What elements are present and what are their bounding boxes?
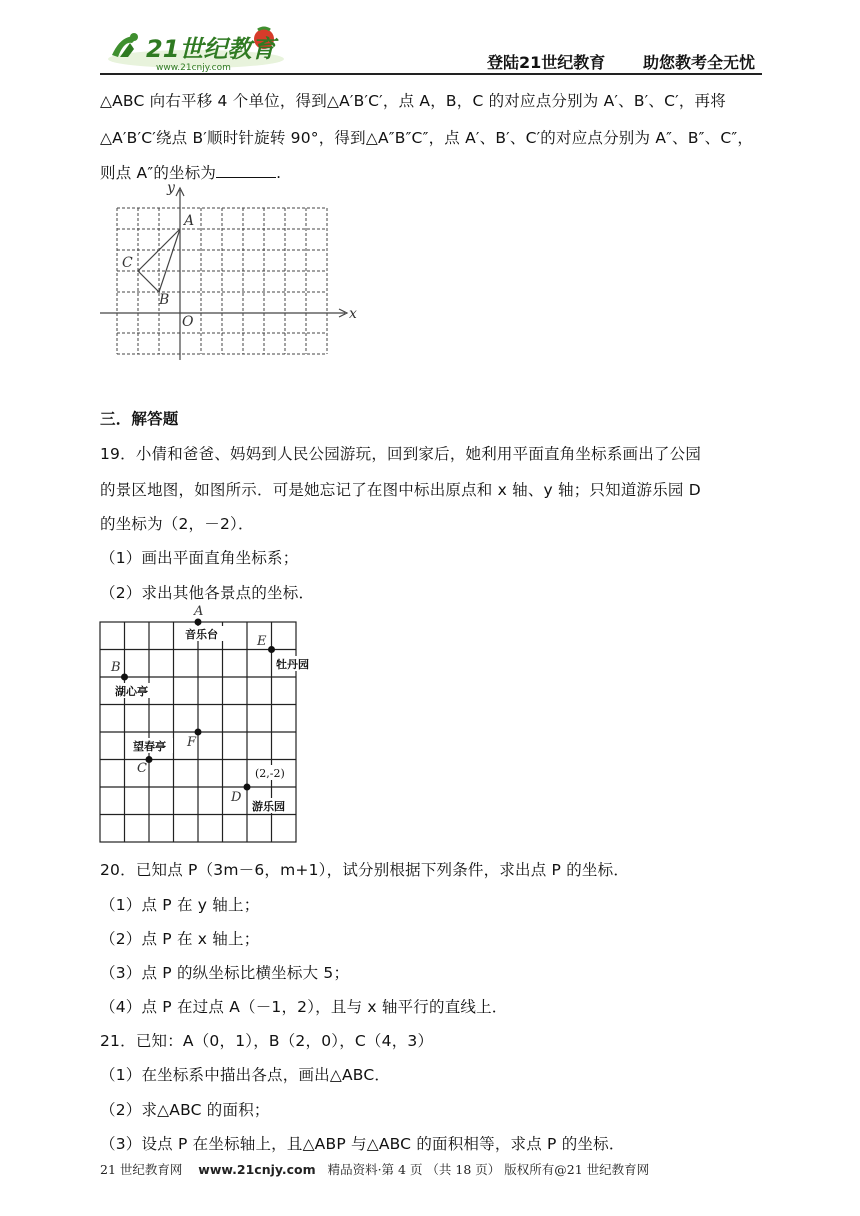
point-a-dot	[195, 619, 202, 626]
q18-line-1: △ABC 向右平移 4 个单位，得到△A′B′C′，点 A，B，C 的对应点分别为 A′、B′、C′，再将	[100, 92, 726, 110]
footer-site: 21 世纪教育网	[100, 1162, 183, 1177]
point-a-label: A	[184, 213, 195, 229]
map-label-d: D	[231, 790, 242, 805]
q21-part-1: （1）在坐标系中描出各点，画出△ABC．	[100, 1066, 391, 1084]
map-name-wangchunting: 望春亭	[133, 740, 166, 753]
q20-line-1: 20．已知点 P（3m－6，m+1），试分别根据下列条件，求出点 P 的坐标．	[100, 861, 630, 879]
map-label-b: B	[111, 660, 121, 675]
q19-part-2: （2）求出其他各景点的坐标．	[100, 584, 315, 602]
q21-part-2: （2）求△ABC 的面积；	[100, 1101, 270, 1119]
q18-line-3-text: 则点 A″的坐标为	[100, 164, 217, 182]
q18-line-2: △A′B′C′绕点 B′顺时针旋转 90°，得到△A″B″C″，点 A′、B′、C′的对应点分别为 A″、B″、C″，	[100, 129, 754, 147]
map-label-f: F	[187, 735, 197, 750]
map-name-huxinting: 湖心亭	[115, 685, 148, 698]
q21-line-1: 21．已知：A（0，1），B（2，0），C（4，3）	[100, 1032, 434, 1050]
x-axis-label: x	[349, 306, 357, 322]
map-label-a: A	[194, 604, 204, 619]
map-d-coordinate: (2,-2)	[255, 767, 285, 780]
q18-coordinate-figure	[95, 180, 365, 360]
site-logo[interactable]	[104, 25, 289, 75]
q21-part-3: （3）设点 P 在坐标轴上，且△ABP 与△ABC 的面积相等，求点 P 的坐标．	[100, 1135, 625, 1153]
section-title: 三．解答题	[100, 410, 179, 428]
logo-url: www.21cnjy.com	[156, 63, 231, 73]
point-b-label: B	[159, 292, 170, 308]
map-name-youleyuan: 游乐园	[252, 800, 285, 813]
header-slogan-right: 助您教考全无忧	[643, 53, 756, 72]
map-label-c: C	[137, 761, 147, 776]
header-rule	[100, 73, 762, 75]
footer-info: 精品资料·第 4 页 （共 18 页） 版权所有@21 世纪教育网	[327, 1162, 650, 1177]
q19-line-2: 的景区地图，如图所示．可是她忘记了在图中标出原点和 x 轴、y 轴；只知道游乐园 D	[100, 481, 701, 499]
q19-line-1: 19．小倩和爸爸、妈妈到人民公园游玩，回到家后，她利用平面直角坐标系画出了公园	[100, 445, 702, 463]
header-slogan-left: 登陆21世纪教育	[487, 53, 606, 72]
point-d-dot	[244, 784, 251, 791]
origin-label: O	[182, 314, 194, 330]
q18-line-3-end: .	[276, 164, 282, 182]
q20-part-3: （3）点 P 的纵坐标比横坐标大 5；	[100, 964, 350, 982]
map-name-yinyuetai: 音乐台	[185, 628, 218, 641]
point-b-dot	[121, 674, 128, 681]
logo-text: 21世纪教育	[146, 35, 276, 63]
q20-part-1: （1）点 P 在 y 轴上；	[100, 896, 260, 914]
map-label-e: E	[257, 634, 267, 649]
y-axis-label: y	[167, 180, 175, 196]
map-name-mudanyuan: 牡丹园	[276, 658, 309, 671]
point-c-label: C	[122, 255, 133, 271]
answer-blank[interactable]	[216, 163, 276, 178]
q20-part-4: （4）点 P 在过点 A（－1，2），且与 x 轴平行的直线上．	[100, 998, 508, 1016]
q19-park-map	[95, 600, 325, 850]
page-footer	[100, 1160, 649, 1178]
q20-part-2: （2）点 P 在 x 轴上；	[100, 930, 260, 948]
q19-line-3: 的坐标为（2，－2）．	[100, 515, 254, 533]
point-e-dot	[268, 646, 275, 653]
footer-url[interactable]: www.21cnjy.com	[198, 1162, 316, 1177]
q19-part-1: （1）画出平面直角坐标系；	[100, 549, 299, 567]
